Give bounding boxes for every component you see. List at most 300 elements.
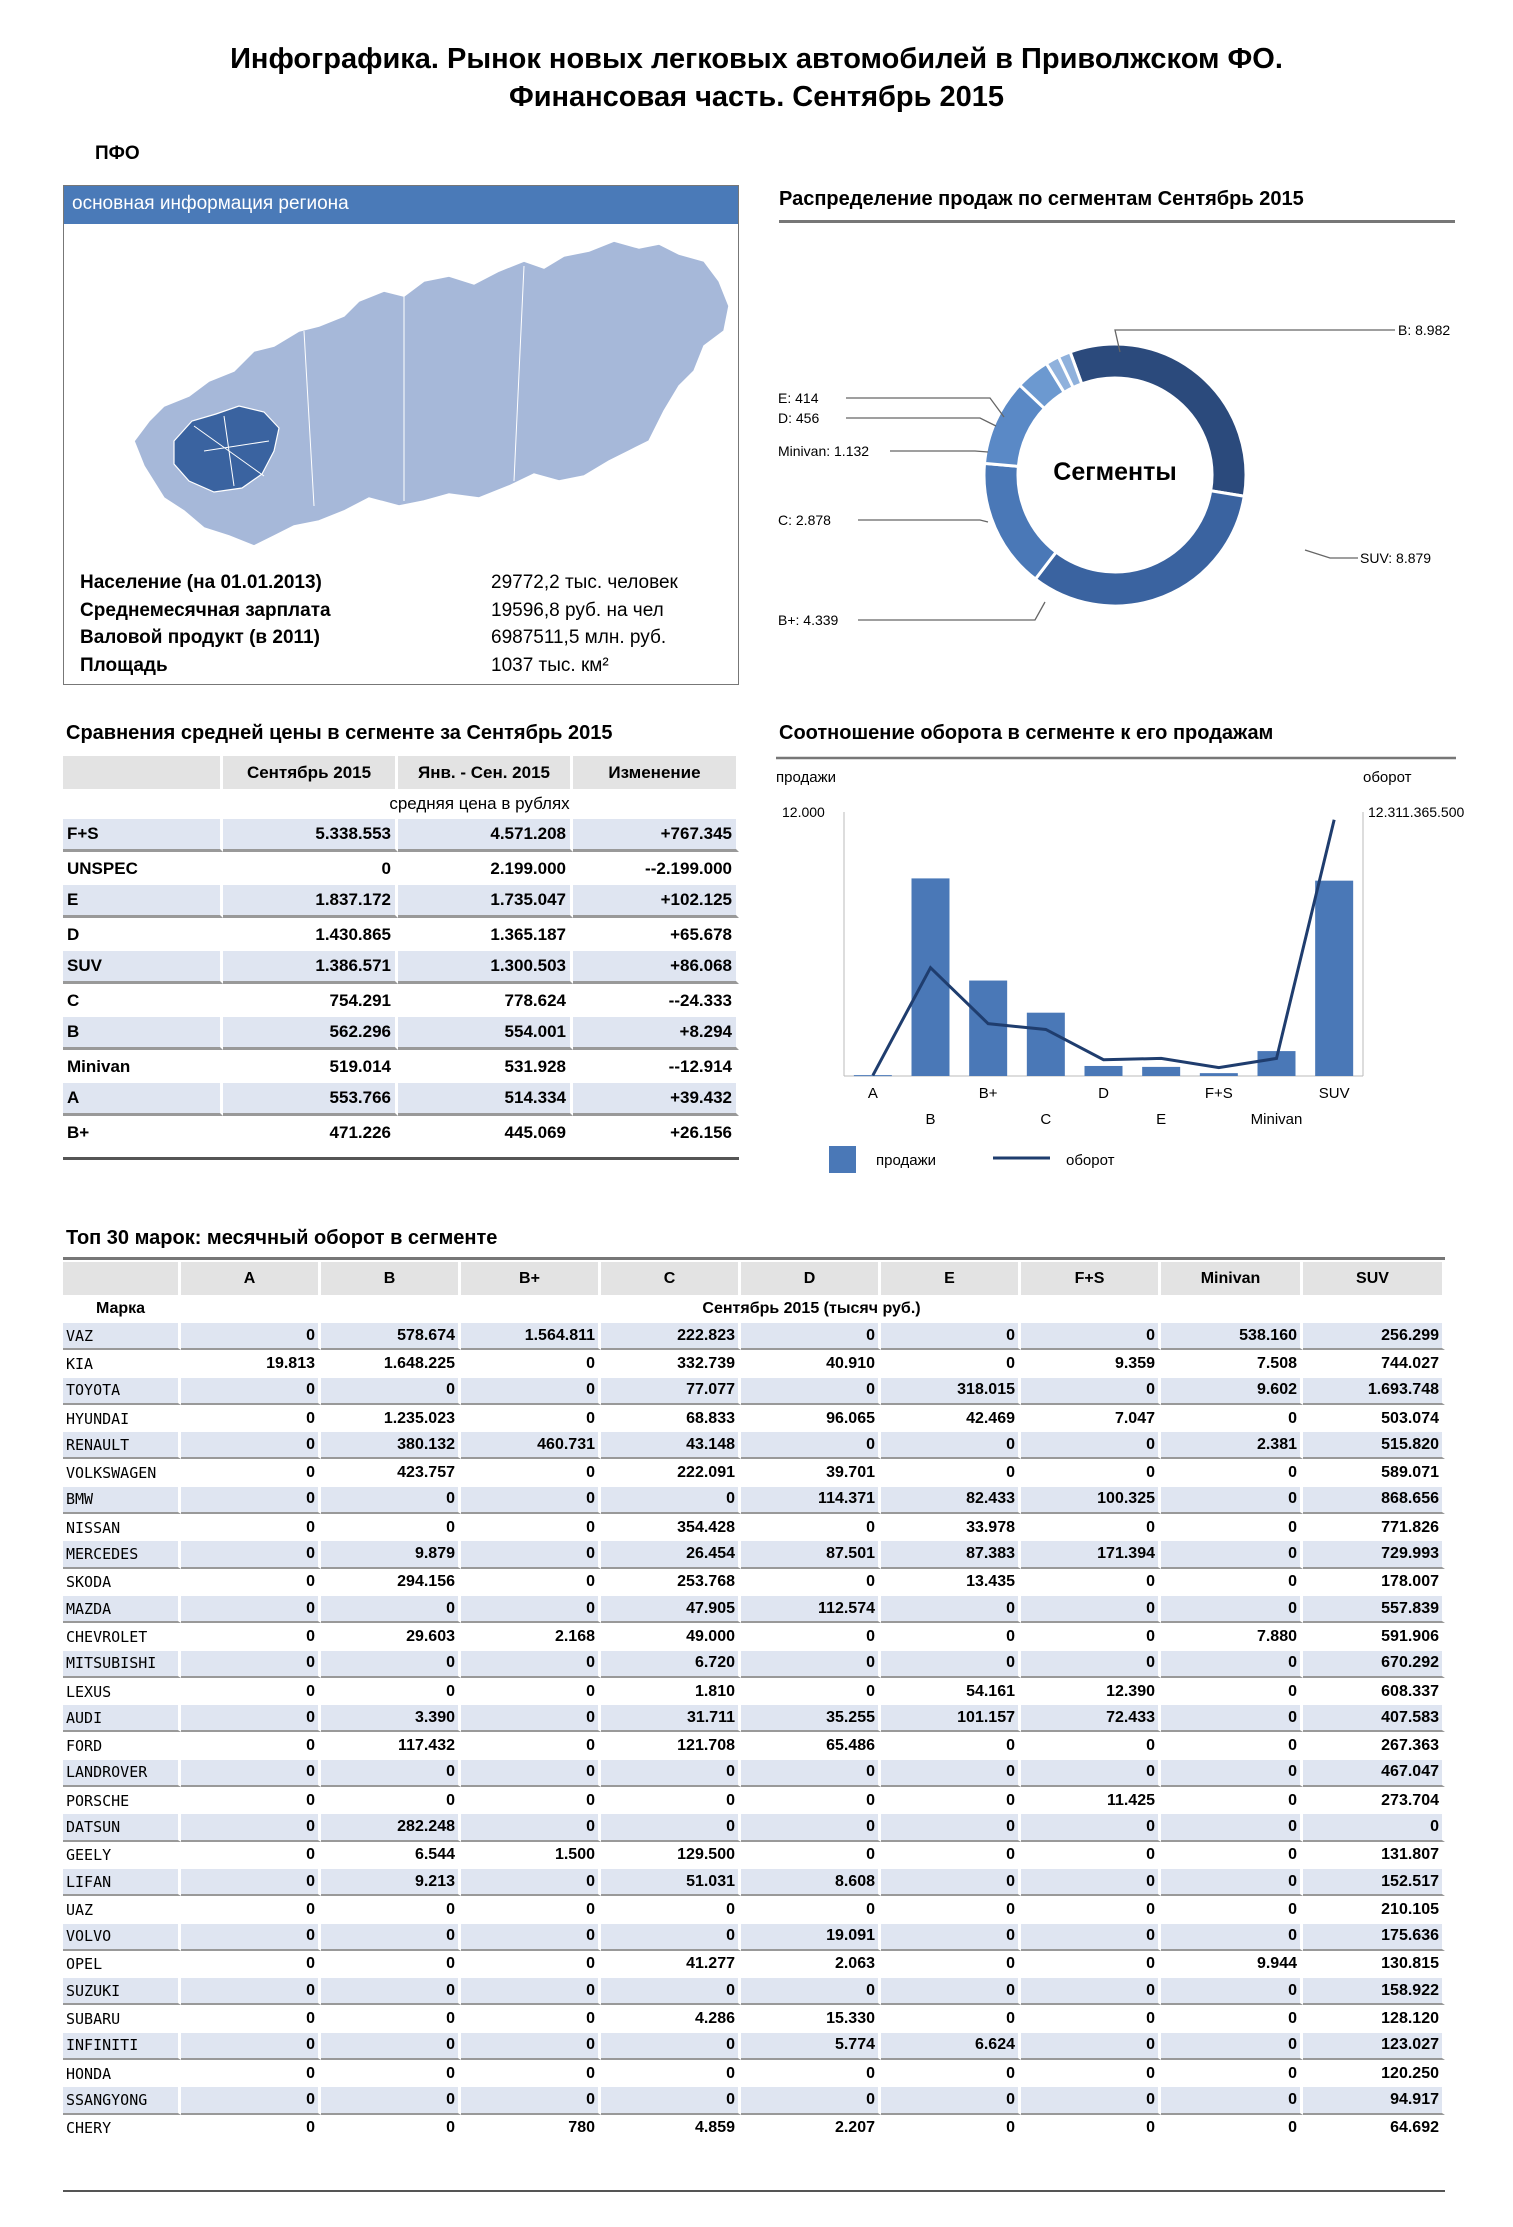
top30-row xyxy=(63,1487,1445,1514)
top30-row xyxy=(63,1405,1445,1432)
top30-cell: 0 xyxy=(461,1405,601,1432)
top30-cell: 0 xyxy=(601,1896,741,1923)
top30-cell: 0 xyxy=(461,1814,601,1841)
top30-cell: 29.603 xyxy=(321,1623,461,1650)
top30-cell: 0 xyxy=(1021,1760,1161,1787)
top30-cell: 129.500 xyxy=(601,1842,741,1869)
top30-cell: 0 xyxy=(601,2033,741,2060)
top30-cell: 332.739 xyxy=(601,1350,741,1377)
top30-cell: 0 xyxy=(1161,1487,1303,1514)
top30-brand-name: SUBARU xyxy=(63,2005,181,2032)
top30-cell: 42.469 xyxy=(881,1405,1021,1432)
top30-cell: 0 xyxy=(181,1487,321,1514)
top30-row xyxy=(63,2060,1445,2087)
top30-brand-name: SSANGYONG xyxy=(63,2087,181,2114)
top30-cell: 0 xyxy=(181,1951,321,1978)
top30-cell: 0 xyxy=(461,1350,601,1377)
top30-cell: 0 xyxy=(741,1896,881,1923)
price-row xyxy=(63,951,739,984)
top30-cell: 33.978 xyxy=(881,1514,1021,1541)
top30-cell: 0 xyxy=(1161,1842,1303,1869)
chart-bar xyxy=(1085,1066,1123,1076)
top30-cell: 47.905 xyxy=(601,1596,741,1623)
top30-cell: 0 xyxy=(881,2060,1021,2087)
price-cell: 1.735.047 xyxy=(398,885,573,918)
donut-label-e: E: 414 xyxy=(778,390,819,406)
page-title xyxy=(0,40,1513,116)
top30-cell: 51.031 xyxy=(601,1869,741,1896)
top30-cell: 222.091 xyxy=(601,1459,741,1486)
top30-cell: 41.277 xyxy=(601,1951,741,1978)
donut-label-minivan: Minivan: 1.132 xyxy=(778,443,870,459)
top30-cell: 0 xyxy=(881,1869,1021,1896)
top30-cell: 0 xyxy=(1161,2087,1303,2114)
top30-cell: 0 xyxy=(1021,1432,1161,1459)
top30-cell: 19.091 xyxy=(741,1924,881,1951)
chart-x-label: A xyxy=(867,1085,878,1102)
price-cell: --12.914 xyxy=(573,1050,739,1083)
price-cell: 1.300.503 xyxy=(398,951,573,984)
top30-cell: 0 xyxy=(181,1405,321,1432)
top30-cell: 0 xyxy=(321,1787,461,1814)
price-row xyxy=(63,984,739,1017)
top30-brand-name: MERCEDES xyxy=(63,1541,181,1568)
top30-cell: 0 xyxy=(461,1705,601,1732)
top30-brand-name: UAZ xyxy=(63,1896,181,1923)
chart-ylabel-right: оборот xyxy=(1363,769,1412,786)
top30-row xyxy=(63,1732,1445,1759)
donut-label-b: B: 8.982 xyxy=(1398,322,1451,338)
top30-cell: 538.160 xyxy=(1161,1323,1303,1350)
top30-cell: 0 xyxy=(181,1978,321,2005)
price-cell: 5.338.553 xyxy=(223,819,398,852)
region-info-panel xyxy=(63,185,739,685)
chart-bar xyxy=(1315,881,1353,1076)
top30-cell: 0 xyxy=(181,1869,321,1896)
top30-cell: 0 xyxy=(1161,2033,1303,2060)
top30-cell: 0 xyxy=(881,1732,1021,1759)
price-col-segment xyxy=(63,756,223,789)
top30-cell: 0 xyxy=(1021,1651,1161,1678)
top30-cell: 0 xyxy=(1021,2033,1161,2060)
top30-brand-name: GEELY xyxy=(63,1842,181,1869)
top30-row xyxy=(63,1514,1445,1541)
price-cell: 1.837.172 xyxy=(223,885,398,918)
top30-cell: 130.815 xyxy=(1303,1951,1445,1978)
top30-cell: 0 xyxy=(741,1432,881,1459)
top30-row xyxy=(63,1924,1445,1951)
chart-x-label: B+ xyxy=(978,1085,998,1102)
top30-cell: 0 xyxy=(181,1760,321,1787)
top30-cell: 0 xyxy=(1161,2005,1303,2032)
top30-cell: 123.027 xyxy=(1303,2033,1445,2060)
top30-cell: 11.425 xyxy=(1021,1787,1161,1814)
top30-cell: 0 xyxy=(1161,1596,1303,1623)
top30-cell: 54.161 xyxy=(881,1678,1021,1705)
top30-cell: 210.105 xyxy=(1303,1896,1445,1923)
top30-row xyxy=(63,1760,1445,1787)
top30-cell: 557.839 xyxy=(1303,1596,1445,1623)
top30-col-header xyxy=(63,1262,181,1295)
top30-cell: 608.337 xyxy=(1303,1678,1445,1705)
top30-cell: 0 xyxy=(461,1760,601,1787)
top30-cell: 152.517 xyxy=(1303,1869,1445,1896)
top30-cell: 0 xyxy=(321,1678,461,1705)
top30-subheader: Сентябрь 2015 (тысяч руб.) xyxy=(181,1295,1445,1323)
top30-cell: 0 xyxy=(1021,1842,1161,1869)
top30-cell: 467.047 xyxy=(1303,1760,1445,1787)
price-segment-name: SUV xyxy=(63,951,223,984)
top30-cell: 0 xyxy=(881,2005,1021,2032)
top30-cell: 0 xyxy=(741,1623,881,1650)
top30-cell: 0 xyxy=(1161,1514,1303,1541)
top30-body xyxy=(63,1295,1445,2142)
price-cell: --2.199.000 xyxy=(573,852,739,885)
top30-cell: 0 xyxy=(461,2087,601,2114)
top30-row xyxy=(63,1596,1445,1623)
top30-row xyxy=(63,1814,1445,1841)
price-table-title: Сравнения средней цены в сегменте за Сентябрь 2015 xyxy=(66,722,613,744)
top30-cell: 0 xyxy=(881,2087,1021,2114)
top30-cell: 9.944 xyxy=(1161,1951,1303,1978)
price-segment-name: C xyxy=(63,984,223,1017)
top30-cell: 96.065 xyxy=(741,1405,881,1432)
top30-cell: 591.906 xyxy=(1303,1623,1445,1650)
top30-cell: 0 xyxy=(1021,2005,1161,2032)
top30-cell: 0 xyxy=(321,1951,461,1978)
top30-brand-name: LEXUS xyxy=(63,1678,181,1705)
top30-cell: 158.922 xyxy=(1303,1978,1445,2005)
top30-row xyxy=(63,1323,1445,1350)
top30-row xyxy=(63,1623,1445,1650)
top30-cell: 0 xyxy=(1161,1541,1303,1568)
top30-row xyxy=(63,1350,1445,1377)
top30-cell: 72.433 xyxy=(1021,1705,1161,1732)
top30-cell: 0 xyxy=(741,1760,881,1787)
info-value-area: 1037 тыс. км² xyxy=(491,654,609,676)
chart-x-label: SUV xyxy=(1318,1085,1350,1102)
top30-cell: 39.701 xyxy=(741,1459,881,1486)
top30-cell: 0 xyxy=(461,2060,601,2087)
top30-cell: 0 xyxy=(881,1924,1021,1951)
top30-cell: 0 xyxy=(1021,1596,1161,1623)
top30-subheader-row xyxy=(63,1295,1445,1323)
top30-cell: 7.047 xyxy=(1021,1405,1161,1432)
top30-cell: 589.071 xyxy=(1303,1459,1445,1486)
legend-sales-label: продажи xyxy=(876,1152,936,1169)
top30-cell: 0 xyxy=(181,2087,321,2114)
top30-row xyxy=(63,1896,1445,1923)
top30-cell: 282.248 xyxy=(321,1814,461,1841)
info-value-salary: 19596,8 руб. на чел xyxy=(491,599,664,621)
top30-cell: 0 xyxy=(181,1596,321,1623)
top30-cell: 0 xyxy=(741,2060,881,2087)
top30-cell: 0 xyxy=(1021,1814,1161,1841)
top30-cell: 1.500 xyxy=(461,1842,601,1869)
top30-cell: 0 xyxy=(881,1951,1021,1978)
top30-brand-name: HYUNDAI xyxy=(63,1405,181,1432)
top30-brand-name: VOLVO xyxy=(63,1924,181,1951)
donut-title: Распределение продаж по сегментам Сентябрь 2015 xyxy=(779,188,1304,210)
top30-cell: 112.574 xyxy=(741,1596,881,1623)
top30-cell: 0 xyxy=(1161,1924,1303,1951)
top30-cell: 0 xyxy=(181,1732,321,1759)
top30-cell: 0 xyxy=(461,1487,601,1514)
top30-brand-name: BMW xyxy=(63,1487,181,1514)
top30-brand-name: RENAULT xyxy=(63,1432,181,1459)
top30-cell: 87.383 xyxy=(881,1541,1021,1568)
price-table-bottom-rule xyxy=(63,1157,739,1160)
top30-brand-table xyxy=(63,1262,1445,2142)
top30-cell: 64.692 xyxy=(1303,2115,1445,2142)
price-cell: 1.386.571 xyxy=(223,951,398,984)
price-cell: +86.068 xyxy=(573,951,739,984)
price-row xyxy=(63,885,739,918)
top30-cell: 256.299 xyxy=(1303,1323,1445,1350)
top30-cell: 0 xyxy=(461,1896,601,1923)
top30-title: Топ 30 марок: месячный оборот в сегменте xyxy=(66,1227,498,1249)
top30-brand-name: SKODA xyxy=(63,1569,181,1596)
top30-cell: 19.813 xyxy=(181,1350,321,1377)
price-subheader-blank xyxy=(63,789,223,819)
top30-cell: 0 xyxy=(181,1814,321,1841)
top30-cell: 0 xyxy=(1021,1378,1161,1405)
info-value-population: 29772,2 тыс. человек xyxy=(491,572,678,593)
segment-donut-chart xyxy=(760,300,1500,660)
top30-brand-header: Марка xyxy=(63,1295,181,1323)
top30-brand-name: HONDA xyxy=(63,2060,181,2087)
price-cell: 471.226 xyxy=(223,1116,398,1149)
top30-col-header: B+ xyxy=(461,1262,601,1295)
top30-cell: 0 xyxy=(1021,1896,1161,1923)
top30-row xyxy=(63,1869,1445,1896)
chart-x-label: D xyxy=(1098,1085,1109,1102)
top30-cell: 273.704 xyxy=(1303,1787,1445,1814)
top30-cell: 0 xyxy=(881,1596,1021,1623)
price-cell: 514.334 xyxy=(398,1083,573,1116)
price-row xyxy=(63,1017,739,1050)
top30-cell: 0 xyxy=(181,1378,321,1405)
top30-cell: 2.168 xyxy=(461,1623,601,1650)
top30-cell: 0 xyxy=(1021,2060,1161,2087)
top30-cell: 0 xyxy=(461,1951,601,1978)
top30-brand-name: LANDROVER xyxy=(63,1760,181,1787)
top30-cell: 9.213 xyxy=(321,1869,461,1896)
top30-cell: 121.708 xyxy=(601,1732,741,1759)
top30-cell: 0 xyxy=(881,1814,1021,1841)
top30-cell: 0 xyxy=(881,1787,1021,1814)
top30-cell: 1.648.225 xyxy=(321,1350,461,1377)
chart-bar xyxy=(1142,1067,1180,1076)
top30-cell: 131.807 xyxy=(1303,1842,1445,1869)
top30-cell: 0 xyxy=(461,1869,601,1896)
top30-cell: 1.235.023 xyxy=(321,1405,461,1432)
top30-cell: 0 xyxy=(181,1678,321,1705)
top30-cell: 0 xyxy=(461,1514,601,1541)
top30-cell: 0 xyxy=(461,1541,601,1568)
region-label: ПФО xyxy=(95,143,140,164)
top30-cell: 0 xyxy=(1021,1732,1161,1759)
top30-cell: 503.074 xyxy=(1303,1405,1445,1432)
top30-cell: 0 xyxy=(1161,1814,1303,1841)
top30-cell: 578.674 xyxy=(321,1323,461,1350)
price-table-subheader-row xyxy=(63,789,739,819)
top30-cell: 100.325 xyxy=(1021,1487,1161,1514)
top30-cell: 0 xyxy=(321,2115,461,2142)
top30-cell: 0 xyxy=(1161,1978,1303,2005)
chart-x-label: Minivan xyxy=(1250,1111,1303,1128)
top30-cell: 7.508 xyxy=(1161,1350,1303,1377)
chart-ytick-right: 12.311.365.500 xyxy=(1368,804,1465,820)
top30-cell: 117.432 xyxy=(321,1732,461,1759)
top30-row xyxy=(63,2115,1445,2142)
top30-cell: 0 xyxy=(321,1896,461,1923)
top30-cell: 0 xyxy=(321,1651,461,1678)
top30-cell: 0 xyxy=(461,1978,601,2005)
top30-row xyxy=(63,2087,1445,2114)
top30-cell: 0 xyxy=(1161,2115,1303,2142)
top30-cell: 0 xyxy=(181,2033,321,2060)
top30-cell: 0 xyxy=(881,1323,1021,1350)
top30-cell: 1.693.748 xyxy=(1303,1378,1445,1405)
region-info-header: основная информация региона xyxy=(64,186,738,224)
top30-cell: 0 xyxy=(1021,1323,1161,1350)
donut-label-suv: SUV: 8.879 xyxy=(1360,550,1432,566)
top30-col-header: B xyxy=(321,1262,461,1295)
top30-cell: 26.454 xyxy=(601,1541,741,1568)
title-line-2: Финансовая часть. Сентябрь 2015 xyxy=(508,81,1005,113)
top30-cell: 0 xyxy=(1161,2060,1303,2087)
top30-cell: 2.381 xyxy=(1161,1432,1303,1459)
top30-cell: 0 xyxy=(601,2060,741,2087)
price-row xyxy=(63,918,739,951)
top30-row xyxy=(63,1978,1445,2005)
top30-cell: 0 xyxy=(1021,1514,1161,1541)
top30-cell: 0 xyxy=(181,1651,321,1678)
top30-cell: 0 xyxy=(741,1787,881,1814)
top30-row xyxy=(63,1541,1445,1568)
top30-cell: 0 xyxy=(1021,1569,1161,1596)
top30-col-header: SUV xyxy=(1303,1262,1445,1295)
top30-cell: 0 xyxy=(881,1459,1021,1486)
top30-cell: 2.207 xyxy=(741,2115,881,2142)
legend-turnover-label: оборот xyxy=(1066,1152,1115,1169)
top30-cell: 0 xyxy=(1161,1569,1303,1596)
top30-cell: 0 xyxy=(461,1924,601,1951)
top30-cell: 0 xyxy=(181,1514,321,1541)
top30-cell: 6.544 xyxy=(321,1842,461,1869)
top30-cell: 49.000 xyxy=(601,1623,741,1650)
price-cell: +65.678 xyxy=(573,918,739,951)
top30-brand-name: DATSUN xyxy=(63,1814,181,1841)
top30-cell: 729.993 xyxy=(1303,1541,1445,1568)
price-cell: 778.624 xyxy=(398,984,573,1017)
top30-cell: 65.486 xyxy=(741,1732,881,1759)
top30-cell: 5.774 xyxy=(741,2033,881,2060)
top30-cell: 178.007 xyxy=(1303,1569,1445,1596)
top30-cell: 171.394 xyxy=(1021,1541,1161,1568)
top30-cell: 222.823 xyxy=(601,1323,741,1350)
top30-row xyxy=(63,1678,1445,1705)
top30-cell: 0 xyxy=(601,1487,741,1514)
top30-col-header: C xyxy=(601,1262,741,1295)
top30-col-header: F+S xyxy=(1021,1262,1161,1295)
top30-cell: 0 xyxy=(1021,1459,1161,1486)
chart-bar xyxy=(912,878,950,1076)
russia-map-shape xyxy=(134,241,729,546)
top30-cell: 35.255 xyxy=(741,1705,881,1732)
price-segment-name: D xyxy=(63,918,223,951)
top30-cell: 0 xyxy=(1161,1405,1303,1432)
top30-cell: 77.077 xyxy=(601,1378,741,1405)
top30-cell: 0 xyxy=(461,1378,601,1405)
top30-cell: 0 xyxy=(1161,1459,1303,1486)
top30-cell: 0 xyxy=(881,1623,1021,1650)
top30-cell: 0 xyxy=(461,1651,601,1678)
top30-cell: 0 xyxy=(181,1459,321,1486)
top30-cell: 0 xyxy=(461,1787,601,1814)
top30-brand-name: FORD xyxy=(63,1732,181,1759)
donut-slice xyxy=(1035,491,1244,606)
top30-brand-name: TOYOTA xyxy=(63,1378,181,1405)
top30-cell: 0 xyxy=(181,1705,321,1732)
chart-bar xyxy=(969,981,1007,1076)
top30-cell: 0 xyxy=(1021,1623,1161,1650)
top30-cell: 9.359 xyxy=(1021,1350,1161,1377)
top30-cell: 0 xyxy=(461,1678,601,1705)
chart-title: Соотношение оборота в сегменте к его продажам xyxy=(779,722,1274,744)
top30-cell: 128.120 xyxy=(1303,2005,1445,2032)
legend-sales-swatch xyxy=(829,1146,856,1173)
price-segment-name: A xyxy=(63,1083,223,1116)
chart-x-label: E xyxy=(1156,1111,1167,1128)
top30-row xyxy=(63,1787,1445,1814)
top30-cell: 780 xyxy=(461,2115,601,2142)
top30-cell: 0 xyxy=(321,2087,461,2114)
top30-cell: 12.390 xyxy=(1021,1678,1161,1705)
chart-ylabel-left: продажи xyxy=(776,769,836,786)
top30-brand-name: VOLKSWAGEN xyxy=(63,1459,181,1486)
price-cell: 0 xyxy=(223,852,398,885)
top30-row xyxy=(63,1651,1445,1678)
russia-map xyxy=(104,236,744,566)
top30-cell: 101.157 xyxy=(881,1705,1021,1732)
top30-cell: 294.156 xyxy=(321,1569,461,1596)
top30-cell: 0 xyxy=(741,1378,881,1405)
top30-cell: 31.711 xyxy=(601,1705,741,1732)
donut-label-d: D: 456 xyxy=(778,410,820,426)
info-label-area: Площадь xyxy=(80,654,168,676)
top30-cell: 0 xyxy=(741,1978,881,2005)
top30-cell: 82.433 xyxy=(881,1487,1021,1514)
top30-cell: 0 xyxy=(181,1323,321,1350)
info-label-population: Население (на 01.01.2013) xyxy=(80,572,322,593)
top30-cell: 0 xyxy=(181,1924,321,1951)
top30-cell: 0 xyxy=(181,2005,321,2032)
top30-brand-name: CHEVROLET xyxy=(63,1623,181,1650)
top30-cell: 0 xyxy=(181,1842,321,1869)
price-cell: 519.014 xyxy=(223,1050,398,1083)
price-row xyxy=(63,1116,739,1149)
top30-cell: 0 xyxy=(601,1760,741,1787)
price-col-jan-sep2015: Янв. - Сен. 2015 xyxy=(398,756,573,789)
chart-ytick-left: 12.000 xyxy=(782,804,825,820)
top30-row xyxy=(63,1951,1445,1978)
top30-cell: 4.859 xyxy=(601,2115,741,2142)
price-cell: +8.294 xyxy=(573,1017,739,1050)
top30-cell: 0 xyxy=(181,1623,321,1650)
top30-cell: 0 xyxy=(321,2005,461,2032)
